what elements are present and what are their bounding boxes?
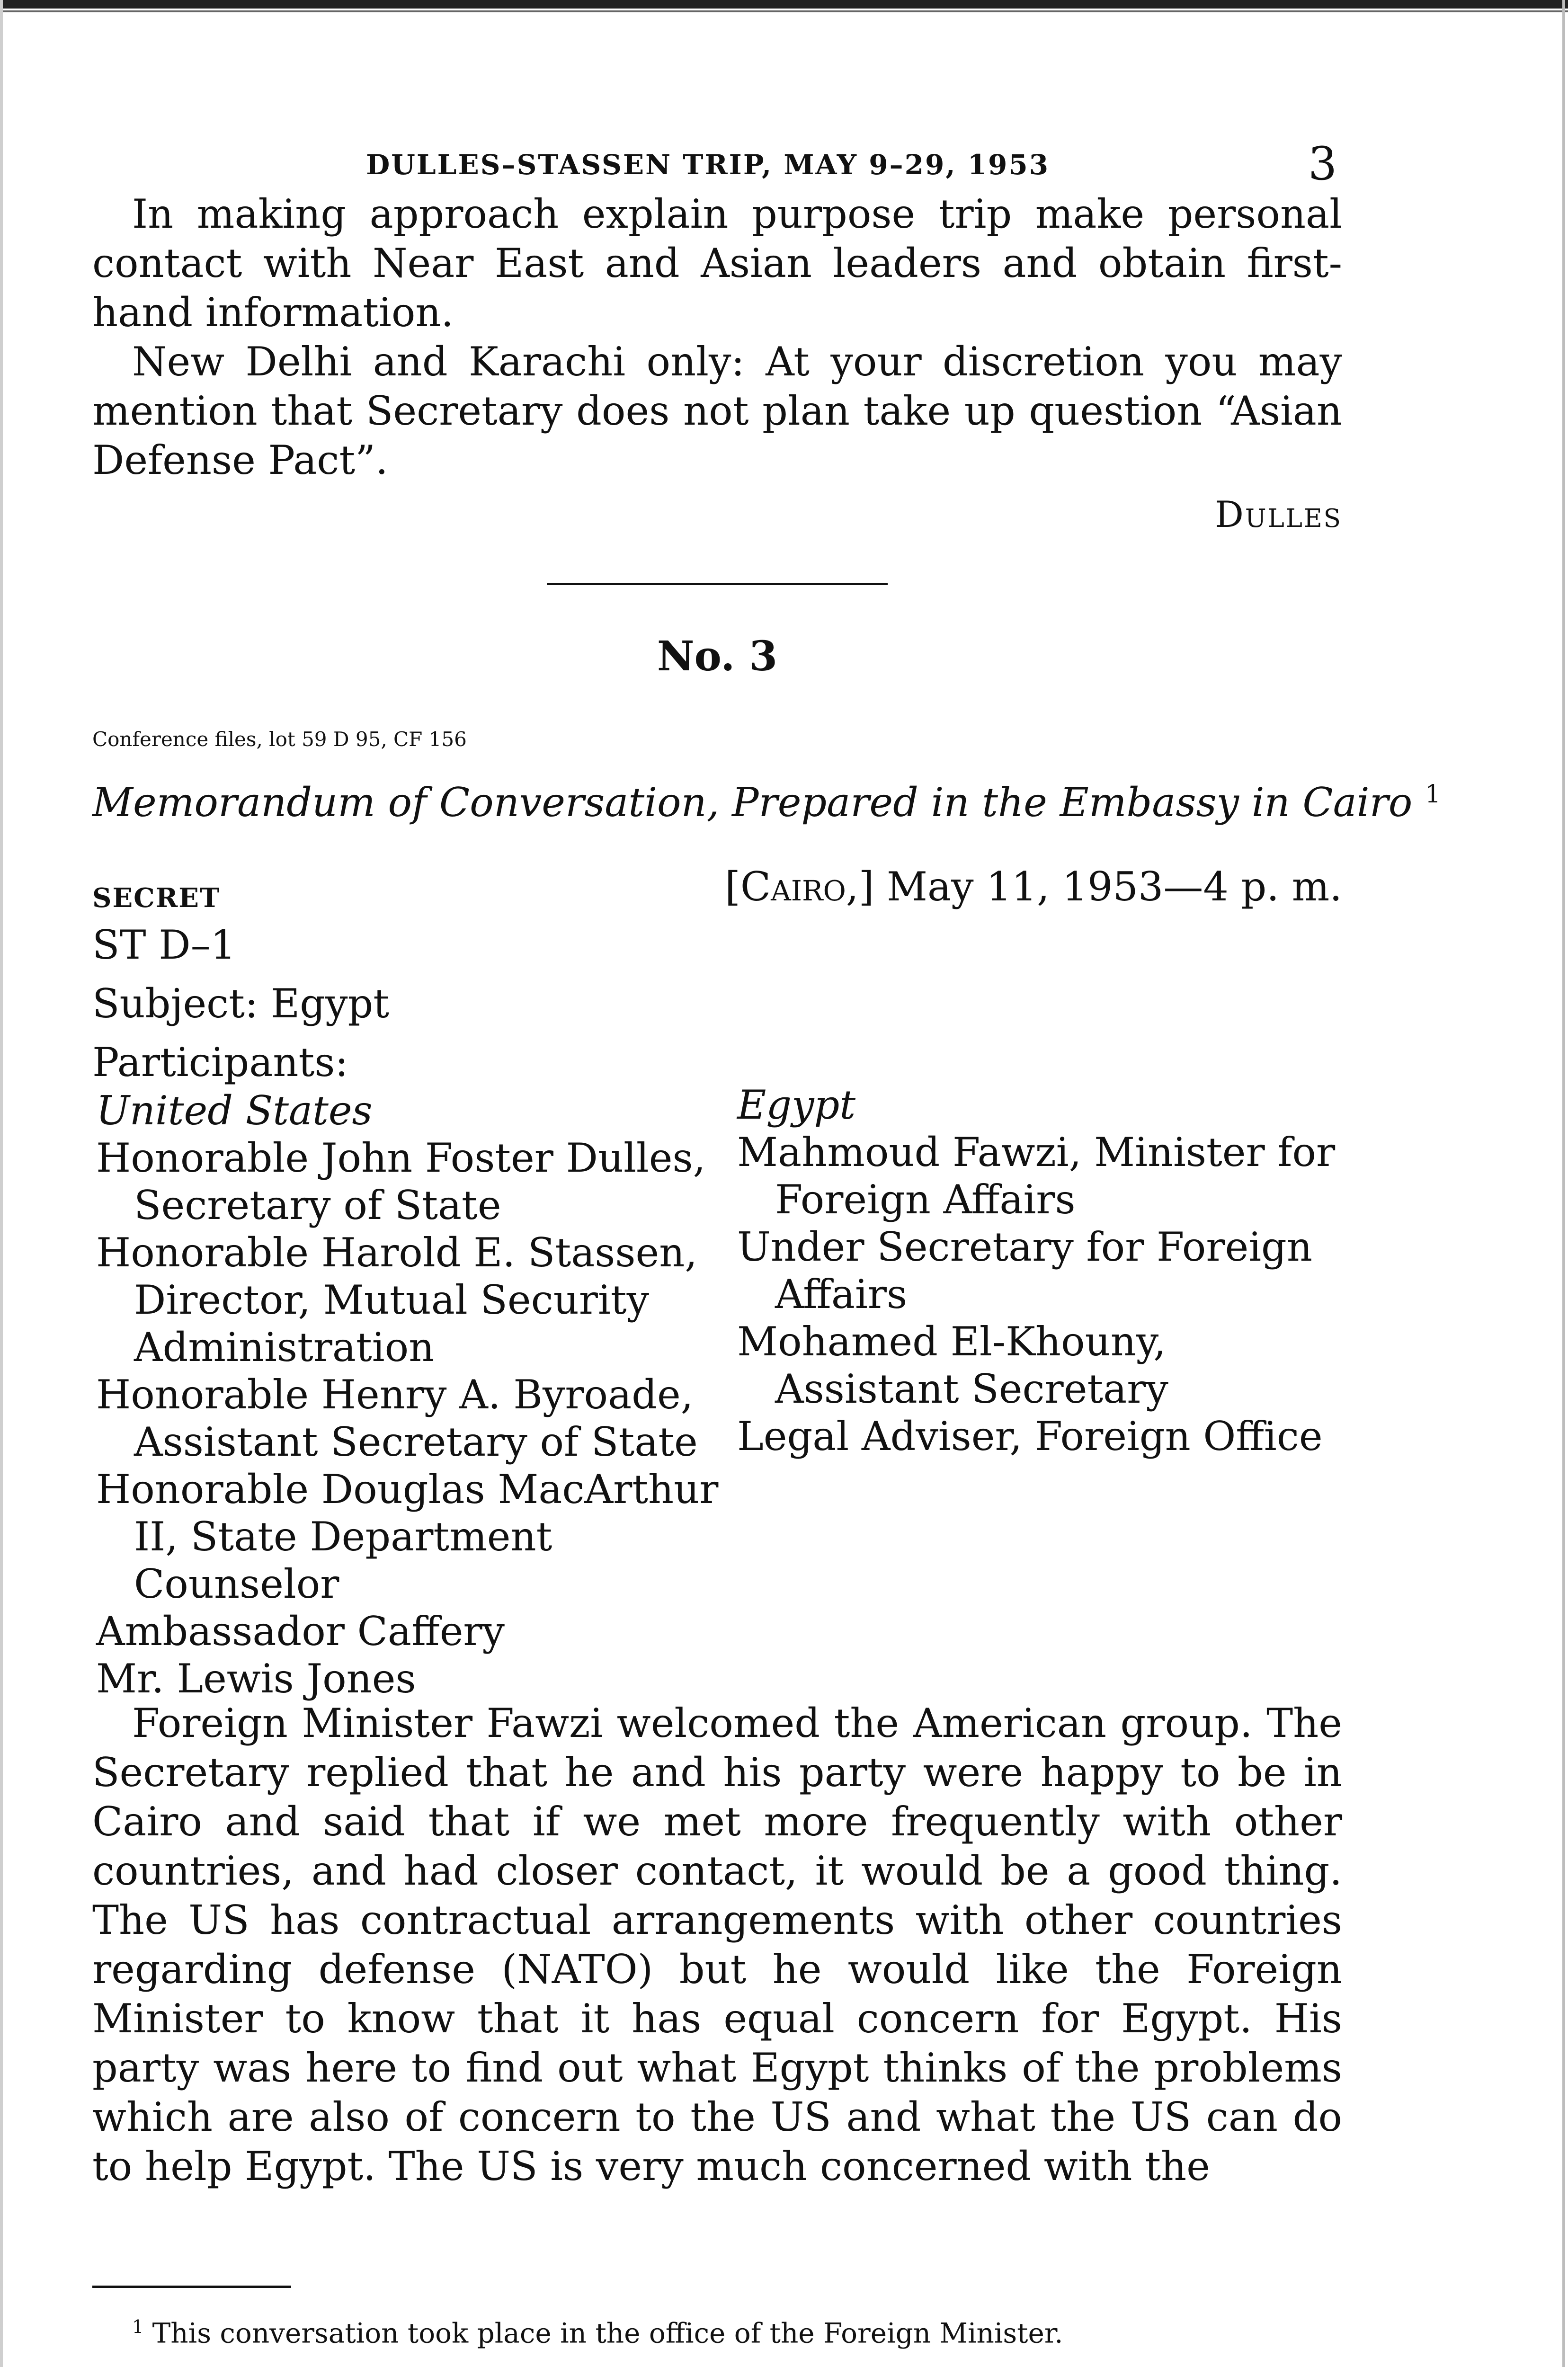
participant-us-5: Ambassador Caffery: [96, 1608, 505, 1655]
document-title: [92, 779, 1441, 826]
previous-doc-paragraph-1: In making approach explain purpose trip make personal contact with Near East and Asian leaders and obtain first-hand information.: [92, 191, 1342, 336]
participant-egypt-3: Mohamed El-Khouny, Assistant Secretary: [737, 1318, 1168, 1412]
footnote: [92, 2316, 1342, 2349]
participant-us-3: Honorable Henry A. Byroade, Assistant Secretary of State: [96, 1371, 698, 1465]
footnote-number: 1: [132, 2316, 144, 2337]
page-number: 3: [1308, 137, 1337, 190]
section-divider: [547, 583, 888, 585]
participant-egypt-2: Under Secretary for Foreign Affairs: [737, 1224, 1312, 1317]
dateline: [725, 863, 1342, 910]
document-page: [92, 137, 1441, 2349]
running-head: [92, 137, 1342, 189]
egypt-heading: Egypt: [737, 1082, 856, 1128]
participant-egypt-1: Mahmoud Fawzi, Minister for Foreign Affairs: [737, 1129, 1336, 1223]
subject-line: Subject: Egypt: [92, 980, 390, 1027]
participants-us-column: [96, 1087, 735, 1702]
footnote-rule: [92, 2286, 291, 2288]
document-reference: ST D–1: [92, 922, 236, 968]
participants-block: [92, 1082, 1342, 1702]
document-title-text: Memorandum of Conversation, Prepared in the Embassy in Cairo: [92, 779, 1413, 826]
signature: Dulles: [1215, 493, 1342, 535]
scan-top-border: [0, 0, 1568, 9]
us-heading: United States: [96, 1087, 373, 1134]
source-note: Conference files, lot 59 D 95, CF 156: [92, 728, 467, 751]
scan-left-edge: [0, 0, 3, 2367]
document-number: No. 3: [657, 632, 778, 680]
dateline-date: May 11, 1953—4 p. m.: [887, 863, 1342, 910]
participant-us-4: Honorable Douglas MacArthur II, State Department Counselor: [96, 1466, 719, 1607]
participant-us-2: Honorable Harold E. Stassen, Director, Mutual Security Administration: [96, 1229, 698, 1370]
footnote-text: This conversation took place in the office of the Foreign Minister.: [152, 2317, 1063, 2349]
classification-dateline-row: [92, 863, 1342, 916]
participant-us-1: Honorable John Foster Dulles, Secretary of State: [96, 1135, 706, 1228]
participants-egypt-column: [737, 1081, 1343, 1460]
scan-top-border-shadow: [0, 10, 1568, 12]
classification-marking: SECRET: [92, 882, 221, 914]
footnote-reference: 1: [1425, 780, 1441, 809]
running-head-title: DULLES–STASSEN TRIP, MAY 9–29, 1953: [366, 149, 1050, 181]
dateline-place: [Cairo,]: [725, 863, 874, 910]
participant-us-6: Mr. Lewis Jones: [96, 1655, 416, 1702]
participants-label: Participants:: [92, 1039, 348, 1086]
body-paragraph: Foreign Minister Fawzi welcomed the American group. The Secretary replied that he and his party were happy to be in Cairo and said that if we met more frequently with other countries, and had closer contact, it would be a good thing. The US has contractual arrangements with other countries regarding defense (NATO) but he would like the Foreign Minister to know that it has equal concern for Egypt. His party was here to find out what Egypt thinks of the problems which are also of concern to the US and what the US can do to help Egypt. The US is very much concerned with the: [92, 1700, 1342, 2189]
previous-doc-paragraph-2: New Delhi and Karachi only: At your discretion you may mention that Secretary does not plan take up question “Asian Defense Pact”.: [92, 338, 1342, 483]
participant-egypt-4: Legal Adviser, Foreign Office: [737, 1413, 1323, 1459]
scan-right-edge: [1562, 0, 1565, 2367]
